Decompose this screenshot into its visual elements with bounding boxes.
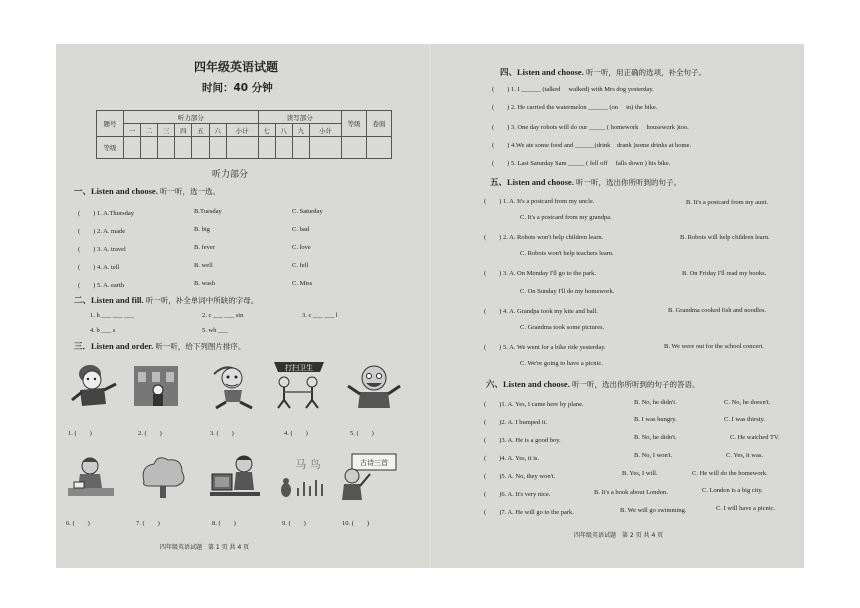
s4-q4: ( ) 4.We ate some food and ______(drink drank )some drinks at home.	[492, 142, 692, 149]
section-6-instruction: 听一听，选出你所听到的句子的答语。	[571, 380, 700, 389]
s6-q4-b: B. No, I won't.	[634, 452, 673, 459]
section-4-title: 四、Listen and choose.	[500, 67, 584, 77]
s5-q3-c: C. On Sunday I'll do my homework.	[520, 288, 615, 295]
order-label-10: 10. ( )	[342, 520, 370, 527]
section-3-title: 三．Listen and order.	[74, 341, 154, 351]
s1-q5-b: B. wash	[194, 280, 215, 287]
exam-paper-scan	[56, 44, 804, 568]
section-3-heading	[74, 340, 245, 352]
page-2-footer: 四年级英语试题 第 2 页 共 4 页	[574, 532, 664, 539]
order-label-2: 2. ( )	[138, 430, 162, 437]
s6-q6-b: B. It's a book about London.	[594, 489, 668, 496]
s6-q4-c: C. Yes, it was.	[726, 452, 764, 459]
score-header-qno: 题号	[97, 111, 124, 137]
s6-q7-b: B. We will go swimming.	[620, 507, 687, 514]
s4-q1: ( ) 1. I ______ (talked walked) with Mrs dog yesterday.	[492, 86, 654, 93]
s4-q3: ( ) 3. One day robots will do our _____ ( homework housework )too.	[492, 124, 689, 131]
score-col: 二	[141, 124, 158, 137]
order-label-9: 9. ( )	[282, 520, 306, 527]
sign-text: 打扫卫生	[285, 364, 313, 372]
score-col: 小计	[226, 124, 258, 137]
score-col: 六	[209, 124, 226, 137]
s5-q4-b: B. Grandma cooked fish and noodles.	[668, 307, 767, 314]
section-4-instruction: 听一听，用正确的选项，补全句子。	[585, 68, 706, 77]
section-6-title: 六、Listen and choose.	[486, 379, 570, 389]
s4-q5: ( ) 5. Last Saturday Sam _____ ( fell off falls down ) his bike.	[492, 160, 671, 167]
s5-q3-a: ( ) 3. A. On Monday I'll go to the park.	[484, 270, 597, 277]
score-col: 五	[192, 124, 209, 137]
s6-q6-a: ( )6. A. It's very nice.	[484, 491, 551, 498]
score-header-neatness: 卷面	[367, 111, 392, 137]
order-label-3: 3. ( )	[210, 430, 234, 437]
section-3-instruction: 听一听，给下列图片排序。	[155, 342, 246, 351]
s6-q6-c: C. London is a big city.	[702, 487, 763, 494]
s1-q5-a: ( ) 5. A. earth	[78, 282, 125, 289]
section-5-instruction: 听一听，选出你所听到的句子。	[575, 178, 681, 187]
s6-q7-c: C. I will have a picnic.	[716, 505, 776, 512]
score-col: 一	[124, 124, 141, 137]
s1-q4-b: B. well	[194, 262, 213, 269]
picture-museum	[130, 360, 184, 410]
score-col: 八	[275, 124, 292, 137]
score-table	[96, 110, 392, 159]
section-5-title: 五、Listen and choose.	[490, 177, 574, 187]
s6-q1-a: ( )1. A. Yes, I came here by plane.	[484, 401, 584, 408]
order-label-1: 1. ( )	[68, 430, 92, 437]
score-row-grade: 等级	[97, 137, 124, 159]
s6-q3-b: B. No, he didn't.	[634, 434, 677, 441]
page-2	[430, 44, 804, 568]
s1-q1-b: B.Tuesday	[194, 208, 222, 215]
s6-q7-a: ( )7. A. He will go to the park.	[484, 509, 574, 516]
score-header-grade: 等级	[342, 111, 367, 137]
s6-q2-c: C. I was thirsty.	[724, 416, 765, 423]
section-6-heading	[486, 378, 699, 390]
s6-q5-b: B. Yes, I will.	[622, 470, 658, 477]
picture-tree	[136, 452, 190, 502]
exam-time: 时间：40 分钟	[202, 82, 273, 94]
s5-q4-a: ( ) 4. A. Grandpa took my kite and ball.	[484, 308, 598, 315]
s6-q1-c: C. No, he doesn't.	[724, 399, 771, 406]
s5-q3-b: B. On Friday I'll read my books.	[682, 270, 767, 277]
score-header-reading: 读写部分	[258, 111, 341, 124]
s1-q1-c: C. Saturday	[292, 208, 323, 215]
s6-q2-b: B. I was hungry.	[634, 416, 677, 423]
s5-q1-b: B. It's a postcard from my aunt.	[686, 199, 769, 206]
s2-q5: 5. wh ___	[202, 327, 228, 334]
section-2-title: 二、Listen and fill.	[74, 295, 144, 305]
order-label-6: 6. ( )	[66, 520, 90, 527]
s6-q4-a: ( )4. A. Yes, it is.	[484, 455, 540, 462]
s1-q1-a: ( ) 1. A.Thursday	[78, 210, 134, 217]
score-col: 小计	[309, 124, 341, 137]
section-1-instruction: 听一听，选一选。	[159, 187, 220, 196]
score-col: 四	[175, 124, 192, 137]
order-label-4: 4. ( )	[284, 430, 308, 437]
order-label-8: 8. ( )	[212, 520, 236, 527]
picture-girl-studying	[64, 452, 118, 502]
s5-q1-a: ( ) 1. A. It's a postcard from my uncle.	[484, 198, 595, 205]
board-text: 古诗三首	[360, 459, 388, 467]
order-label-5: 5. ( )	[350, 430, 374, 437]
score-header-listening: 听力部分	[124, 111, 259, 124]
score-col: 七	[258, 124, 275, 137]
s5-q5-b: B. We were out for the school concert.	[664, 343, 764, 350]
exam-title: 四年级英语试题	[194, 60, 279, 74]
s1-q2-a: ( ) 2. A. made	[78, 228, 126, 235]
picture-tug-of-war	[270, 360, 328, 410]
page-1	[56, 44, 430, 568]
s6-q5-a: ( )5. A. No, they won't.	[484, 473, 556, 480]
section-5-heading	[490, 176, 681, 188]
section-4-heading	[500, 66, 706, 78]
score-col: 九	[292, 124, 309, 137]
s6-q3-a: ( )3. A. He is a good boy.	[484, 437, 561, 444]
s1-q2-c: C. bad	[292, 226, 309, 233]
s2-q3: 3. c ___ ___ l	[302, 312, 338, 319]
s6-q2-a: ( )2. A. I bumped it.	[484, 419, 548, 426]
section-1-heading	[74, 185, 220, 197]
picture-teacher-poem	[342, 452, 400, 502]
page-1-footer: 四年级英语试题 第 1 页 共 4 页	[160, 544, 250, 551]
s2-q2: 2. c ___ ___ sin	[202, 312, 244, 319]
s2-q4: 4. b ___ s	[90, 327, 116, 334]
s5-q1-c: C. It's a postcard from my grandpa.	[520, 214, 612, 221]
s6-q1-b: B. No, he didn't.	[634, 399, 677, 406]
section-1-title: 一、Listen and choose.	[74, 186, 158, 196]
s5-q2-a: ( ) 2. A. Robots won't help children learn.	[484, 234, 604, 241]
picture-happy-boy	[346, 360, 402, 410]
section-2-heading	[74, 294, 258, 306]
section-2-instruction: 听一听，补全单词中所缺的字母。	[145, 296, 259, 305]
picture-sick-boy	[66, 360, 120, 410]
picture-chinese-characters	[278, 452, 334, 502]
s1-q3-b: B. fever	[194, 244, 215, 251]
s5-q4-c: C. Grandma took some pictures.	[520, 324, 605, 331]
s5-q2-c: C. Robots won't help teachers learn.	[520, 250, 614, 257]
s5-q5-a: ( ) 5. A. We went for a bike ride yesterday.	[484, 344, 606, 351]
order-label-7: 7. ( )	[136, 520, 160, 527]
score-col: 三	[158, 124, 175, 137]
s2-q1: 1. h ___ ___ ___	[90, 312, 134, 319]
s6-q3-c: C. He watched TV.	[730, 434, 780, 441]
s5-q2-b: B. Robots will help children learn.	[680, 234, 770, 241]
s1-q4-c: C. fell	[292, 262, 309, 269]
listening-part-title: 听力部分	[212, 170, 249, 180]
s1-q3-a: ( ) 3. A. travel	[78, 246, 126, 253]
s6-q5-c: C. He will do the homework.	[692, 470, 768, 477]
s1-q3-c: C. love	[292, 244, 311, 251]
s1-q5-c: C. Miss	[292, 280, 313, 287]
s5-q5-c: C. We're going to have a picnic.	[520, 360, 603, 367]
picture-boy-computer	[208, 452, 266, 502]
s1-q4-a: ( ) 4. A. tell	[78, 264, 120, 271]
s1-q2-b: B. big	[194, 226, 210, 233]
s4-q2: ( ) 2. He carried the watermelon ______ (on in) the bike.	[492, 104, 658, 111]
svg-text:马 鸟: 马 鸟	[295, 458, 321, 471]
picture-running-boy	[206, 360, 260, 410]
